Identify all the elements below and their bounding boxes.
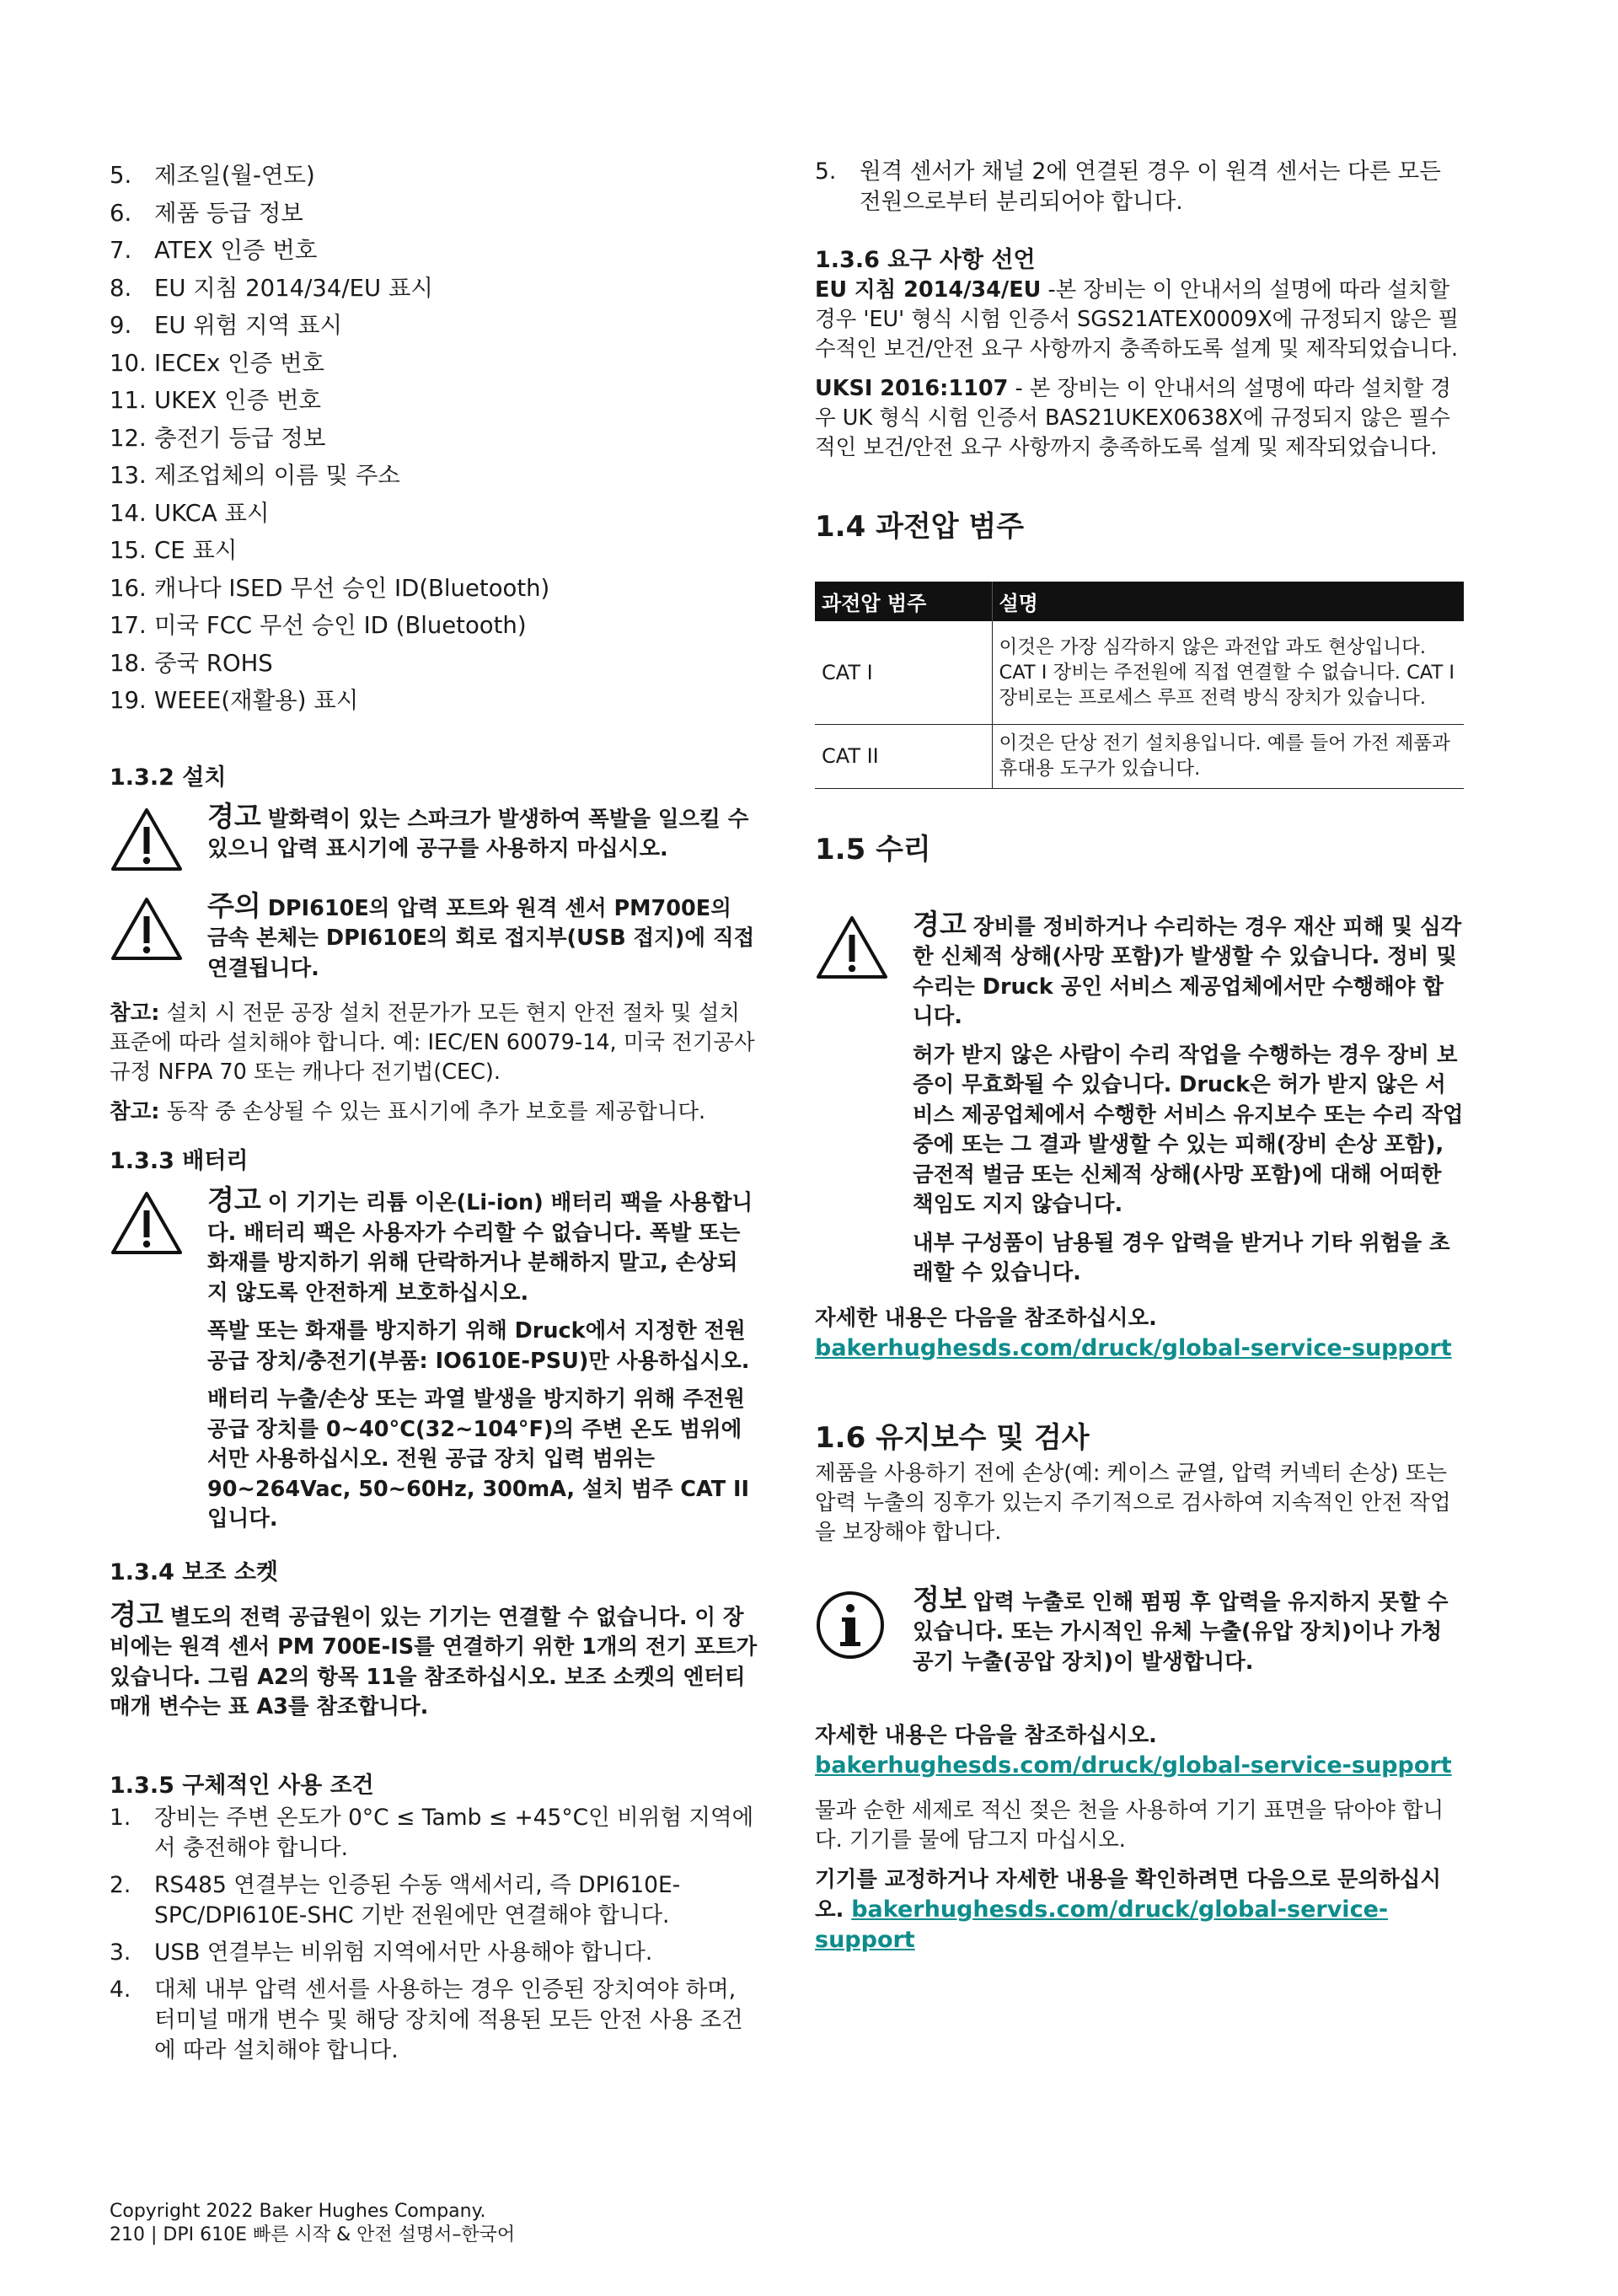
section-1-3-4-heading: 1.3.4 보조 소켓 [110,1558,279,1585]
list-text: EU 위험 지역 표시 [154,312,343,339]
condition-item [110,1803,758,1864]
table-cell: CAT II [815,724,992,788]
warning-keyword: 경고 [110,1597,163,1631]
warning-triangle-icon [110,1185,207,1259]
copyright: Copyright 2022 Baker Hughes Company. [110,2201,486,2222]
list-text: 장비는 주변 온도가 0°C ≤ Tamb ≤ +45°C인 비위험 지역에서 충전해야 합니다. [154,1804,754,1861]
label-list-item [110,570,758,608]
label-list-item [110,495,758,533]
section-1-6-heading: 1.6 유지보수 및 검사 [815,1420,1090,1455]
info-text: 압력 누출로 인해 펌핑 후 압력을 유지하지 못할 수 있습니다. 또는 가시적인 유체 누출(유압 장치)이나 가청 공기 누출(공압 장치)이 발생합니다. [913,1589,1449,1675]
section-1-3-3-heading: 1.3.3 배터리 [110,1148,249,1174]
note-text: 동작 중 손상될 수 있는 표시기에 추가 보호를 제공합니다. [159,1099,706,1124]
section-1-4-heading: 1.4 과전압 범주 [815,510,1025,544]
list-number: 3. [110,1939,131,1966]
section-1-3-2-heading: 1.3.2 설치 [110,764,227,791]
list-number: 7. [110,237,132,264]
list-text: USB 연결부는 비위험 지역에서만 사용해야 합니다. [154,1939,653,1966]
label-list-item [110,195,758,233]
list-text: UKCA 표시 [154,499,270,527]
section-1-5-heading: 1.5 수리 [815,832,931,866]
list-item [815,157,1464,217]
condition-item [110,1870,758,1931]
condition-item [110,1975,758,2066]
overvoltage-table [815,582,1464,789]
table-header: 과전압 범주 [815,582,992,621]
page-number: 210 | DPI 610E 빠른 시작 & 안전 설명서–한국어 [110,2224,516,2245]
table-cell: CAT I [815,621,992,724]
repair-warning [815,909,1464,1289]
table-row [815,724,1464,788]
list-text: 충전기 등급 정보 [154,424,326,452]
table-header-row [815,582,1464,621]
warning-text: 발화력이 있는 스파크가 발생하여 폭발을 일으킬 수 있으니 압력 표시기에 공구를 사용하지 마십시오. [207,806,749,861]
label-list [110,157,758,720]
condition-item [110,1938,758,1968]
info-icon [815,1585,913,1664]
uk-text: - 본 장비는 이 안내서의 설명에 따라 설치할 경우 UK 형식 시험 인증서 BAS21UKEX0638X에 규정되지 않은 필수적인 보건/안전 요구 사항까지 충족하도록 설계 및 제작되었습니다. [815,376,1451,460]
list-number: 17. [110,612,147,639]
list-number: 18. [110,649,147,677]
repair-warning-p1: 장비를 정비하거나 수리하는 경우 재산 피해 및 심각한 신체적 상해(사망 포함)가 발생할 수 있습니다. 정비 및 수리는 Druck 공인 서비스 제공업체에서만 수행해야 합니다. [913,914,1462,1029]
list-text: IECEx 인증 번호 [154,349,325,377]
eu-text: -본 장비는 이 안내서의 설명에 따라 설치할 경우 'EU' 형식 시험 인증서 SGS21ATEX0009X에 규정되지 않은 필수적인 보건/안전 요구 사항까지 충족하도록 설계 및 제작되었습니다. [815,277,1459,362]
maintenance-intro: 제품을 사용하기 전에 손상(예: 케이스 균열, 압력 커넥터 손상) 또는 압력 누출의 징후가 있는지 주기적으로 검사하여 지속적인 안전 작업을 보장해야 합니다. [815,1460,1451,1545]
list-number: 12. [110,424,147,452]
calibration-contact [815,1865,1464,1955]
list-text: 중국 ROHS [154,649,273,677]
label-list-item [110,682,758,720]
caution-triangle-icon [110,891,207,965]
label-list-item [110,307,758,345]
caution-keyword: 주의 [207,888,261,922]
list-number: 5. [110,162,132,189]
uk-declaration [815,374,1464,463]
install-note-2 [110,1097,758,1127]
warning-triangle-icon [815,909,913,984]
aux-socket-warning-text: 별도의 전력 공급원이 있는 기기는 연결할 수 없습니다. 이 장비에는 원격 센서 PM 700E-IS를 연결하기 위한 1개의 전기 포트가 있습니다. 그림 A2의 항목 11을 참조하십시오. 보조 소켓의 엔터티 매개 변수는 표 A3를 참조합니다. [110,1604,758,1719]
service-support-link[interactable]: bakerhughesds.com/druck/global-service-support [815,1334,1452,1361]
list-number: 15. [110,537,147,564]
list-text: 원격 센서가 채널 2에 연결된 경우 이 원격 센서는 다른 모든 전원으로부터 분리되어야 합니다. [860,158,1441,215]
list-text: 캐나다 ISED 무선 승인 ID(Bluetooth) [154,574,550,602]
note-label: 참고: [110,1000,160,1026]
battery-warning-p1: 이 기기는 리튬 이온(Li-ion) 배터리 팩을 사용합니다. 배터리 팩은 사용자가 수리할 수 없습니다. 폭발 또는 화재를 방지하기 위해 단락하거나 분해하지 말고, 손상되지 않도록 안전하게 보호하십시오. [207,1190,753,1306]
label-list-item [110,457,758,495]
install-warning [110,799,758,876]
label-list-item [110,270,758,308]
label-list-item [110,645,758,683]
cleaning-instructions: 물과 순한 세제로 적신 젖은 천을 사용하여 기기 표면을 닦아야 합니다. 기기를 물에 담그지 마십시오. [815,1798,1444,1853]
warning-triangle-icon [110,802,207,876]
note-text: 설치 시 전문 공장 설치 전문가가 모든 현지 안전 절차 및 설치 표준에 따라 설치해야 합니다. 예: IEC/EN 60079-14, 미국 전기공사규정 NFPA 70 또는 캐나다 전기법(CEC). [110,1000,755,1085]
page-footer [110,2200,515,2247]
list-number: 1. [110,1804,131,1831]
list-number: 9. [110,312,132,339]
install-caution [110,888,758,984]
list-number: 8. [110,274,132,302]
calibration-text: 기기를 교정하거나 자세한 내용을 확인하려면 다음으로 문의하십시오. [815,1867,1441,1923]
table-cell: 이것은 단상 전기 설치용입니다. 예를 들어 가전 제품과 휴대용 도구가 있습니다. [992,724,1464,788]
more-info-text: 자세한 내용은 다음을 참조하십시오. [815,1723,1157,1748]
section-1-3-5-heading: 1.3.5 구체적인 사용 조건 [110,1772,374,1799]
list-text: WEEE(재활용) 표시 [154,687,359,714]
battery-warning-p2: 폭발 또는 화재를 방지하기 위해 Druck에서 지정한 전원 공급 장치/충전기(부품: IO610E-PSU)만 사용하십시오. [207,1318,750,1374]
list-number: 10. [110,349,147,377]
list-text: UKEX 인증 번호 [154,387,322,414]
table-header: 설명 [992,582,1464,621]
uk-label: UKSI 2016:1107 [815,376,1009,401]
battery-warning-p3: 배터리 누출/손상 또는 과열 발생을 방지하기 위해 주전원 공급 장치를 0~40°C(32~104°F)의 주변 온도 범위에서만 사용하십시오. 전원 공급 장치 입력 범위는 90~264Vac, 50~60Hz, 300mA, 설치 범주 CAT II입니다. [207,1387,749,1532]
list-number: 5. [815,158,837,185]
list-text: 미국 FCC 무선 승인 ID (Bluetooth) [154,612,527,639]
conditions-list-continued [815,157,1464,217]
calibration-link[interactable]: bakerhughesds.com/druck/global-service-support [815,1896,1389,1953]
info-keyword: 정보 [913,1582,967,1616]
install-note-1 [110,999,758,1087]
label-list-item [110,607,758,645]
left-column [110,157,758,2073]
note-label: 참고: [110,1099,160,1124]
label-list-item [110,382,758,420]
label-list-item [110,232,758,270]
label-list-item [110,420,758,458]
list-number: 13. [110,462,147,489]
table-row [815,621,1464,724]
list-number: 4. [110,1976,131,2003]
list-text: 제조일(월-연도) [154,162,315,189]
list-text: CE 표시 [154,537,238,564]
list-number: 14. [110,499,147,527]
eu-declaration [815,276,1464,364]
warning-keyword: 경고 [207,1183,261,1216]
info-note [815,1582,1464,1678]
battery-warning [110,1185,758,1535]
list-number: 11. [110,387,147,414]
list-text: RS485 연결부는 인증된 수동 액세서리, 즉 DPI610E-SPC/DPI610E-SHC 기반 전원에만 연결해야 합니다. [154,1871,681,1929]
warning-keyword: 경고 [207,799,261,833]
warning-keyword: 경고 [913,907,967,941]
list-text: ATEX 인증 번호 [154,237,318,264]
list-text: 제품 등급 정보 [154,199,303,227]
service-support-link[interactable]: bakerhughesds.com/druck/global-service-support [815,1752,1452,1778]
eu-label: EU 지침 2014/34/EU [815,277,1042,303]
list-number: 19. [110,687,147,714]
list-text: EU 지침 2014/34/EU 표시 [154,274,433,302]
list-number: 6. [110,199,132,227]
list-number: 16. [110,574,147,602]
list-number: 2. [110,1871,131,1898]
section-1-3-6-heading: 1.3.6 요구 사항 선언 [815,247,1036,273]
label-list-item [110,157,758,195]
table-cell: 이것은 가장 심각하지 않은 과전압 과도 현상입니다. CAT I 장비는 주전원에 직접 연결할 수 없습니다. CAT I 장비로는 프로세스 루프 전력 방식 장치가 있습니다. [992,621,1464,724]
aux-socket-warning [110,1597,758,1723]
label-list-item [110,345,758,383]
right-column [815,157,1464,1955]
list-text: 대체 내부 압력 센서를 사용하는 경우 인증된 장치여야 하며, 터미널 매개 변수 및 해당 장치에 적용된 모든 안전 사용 조건에 따라 설치해야 합니다. [154,1976,743,2063]
caution-text: DPI610E의 압력 포트와 원격 센서 PM700E의 금속 본체는 DPI610E의 회로 접지부(USB 접지)에 직접 연결됩니다. [207,895,755,981]
conditions-list [110,1803,758,2066]
list-text: 제조업체의 이름 및 주소 [154,462,400,489]
repair-warning-p3: 내부 구성품이 남용될 경우 압력을 받거나 기타 위험을 초래할 수 있습니다. [913,1230,1450,1285]
more-info-text: 자세한 내용은 다음을 참조하십시오. [815,1305,1157,1331]
repair-warning-p2: 허가 받지 않은 사람이 수리 작업을 수행하는 경우 장비 보증이 무효화될 수 있습니다. Druck은 허가 받지 않은 서비스 제공업체에서 수행한 서비스 유지보수 또는 수리 작업 중에 또는 그 결과 발생할 수 있는 피해(장비 손상 포함), 금전적 벌금 또는 신체적 상해(사망 포함)에 대해 어떠한 책임도 지지 않습니다. [913,1042,1464,1217]
label-list-item [110,532,758,570]
